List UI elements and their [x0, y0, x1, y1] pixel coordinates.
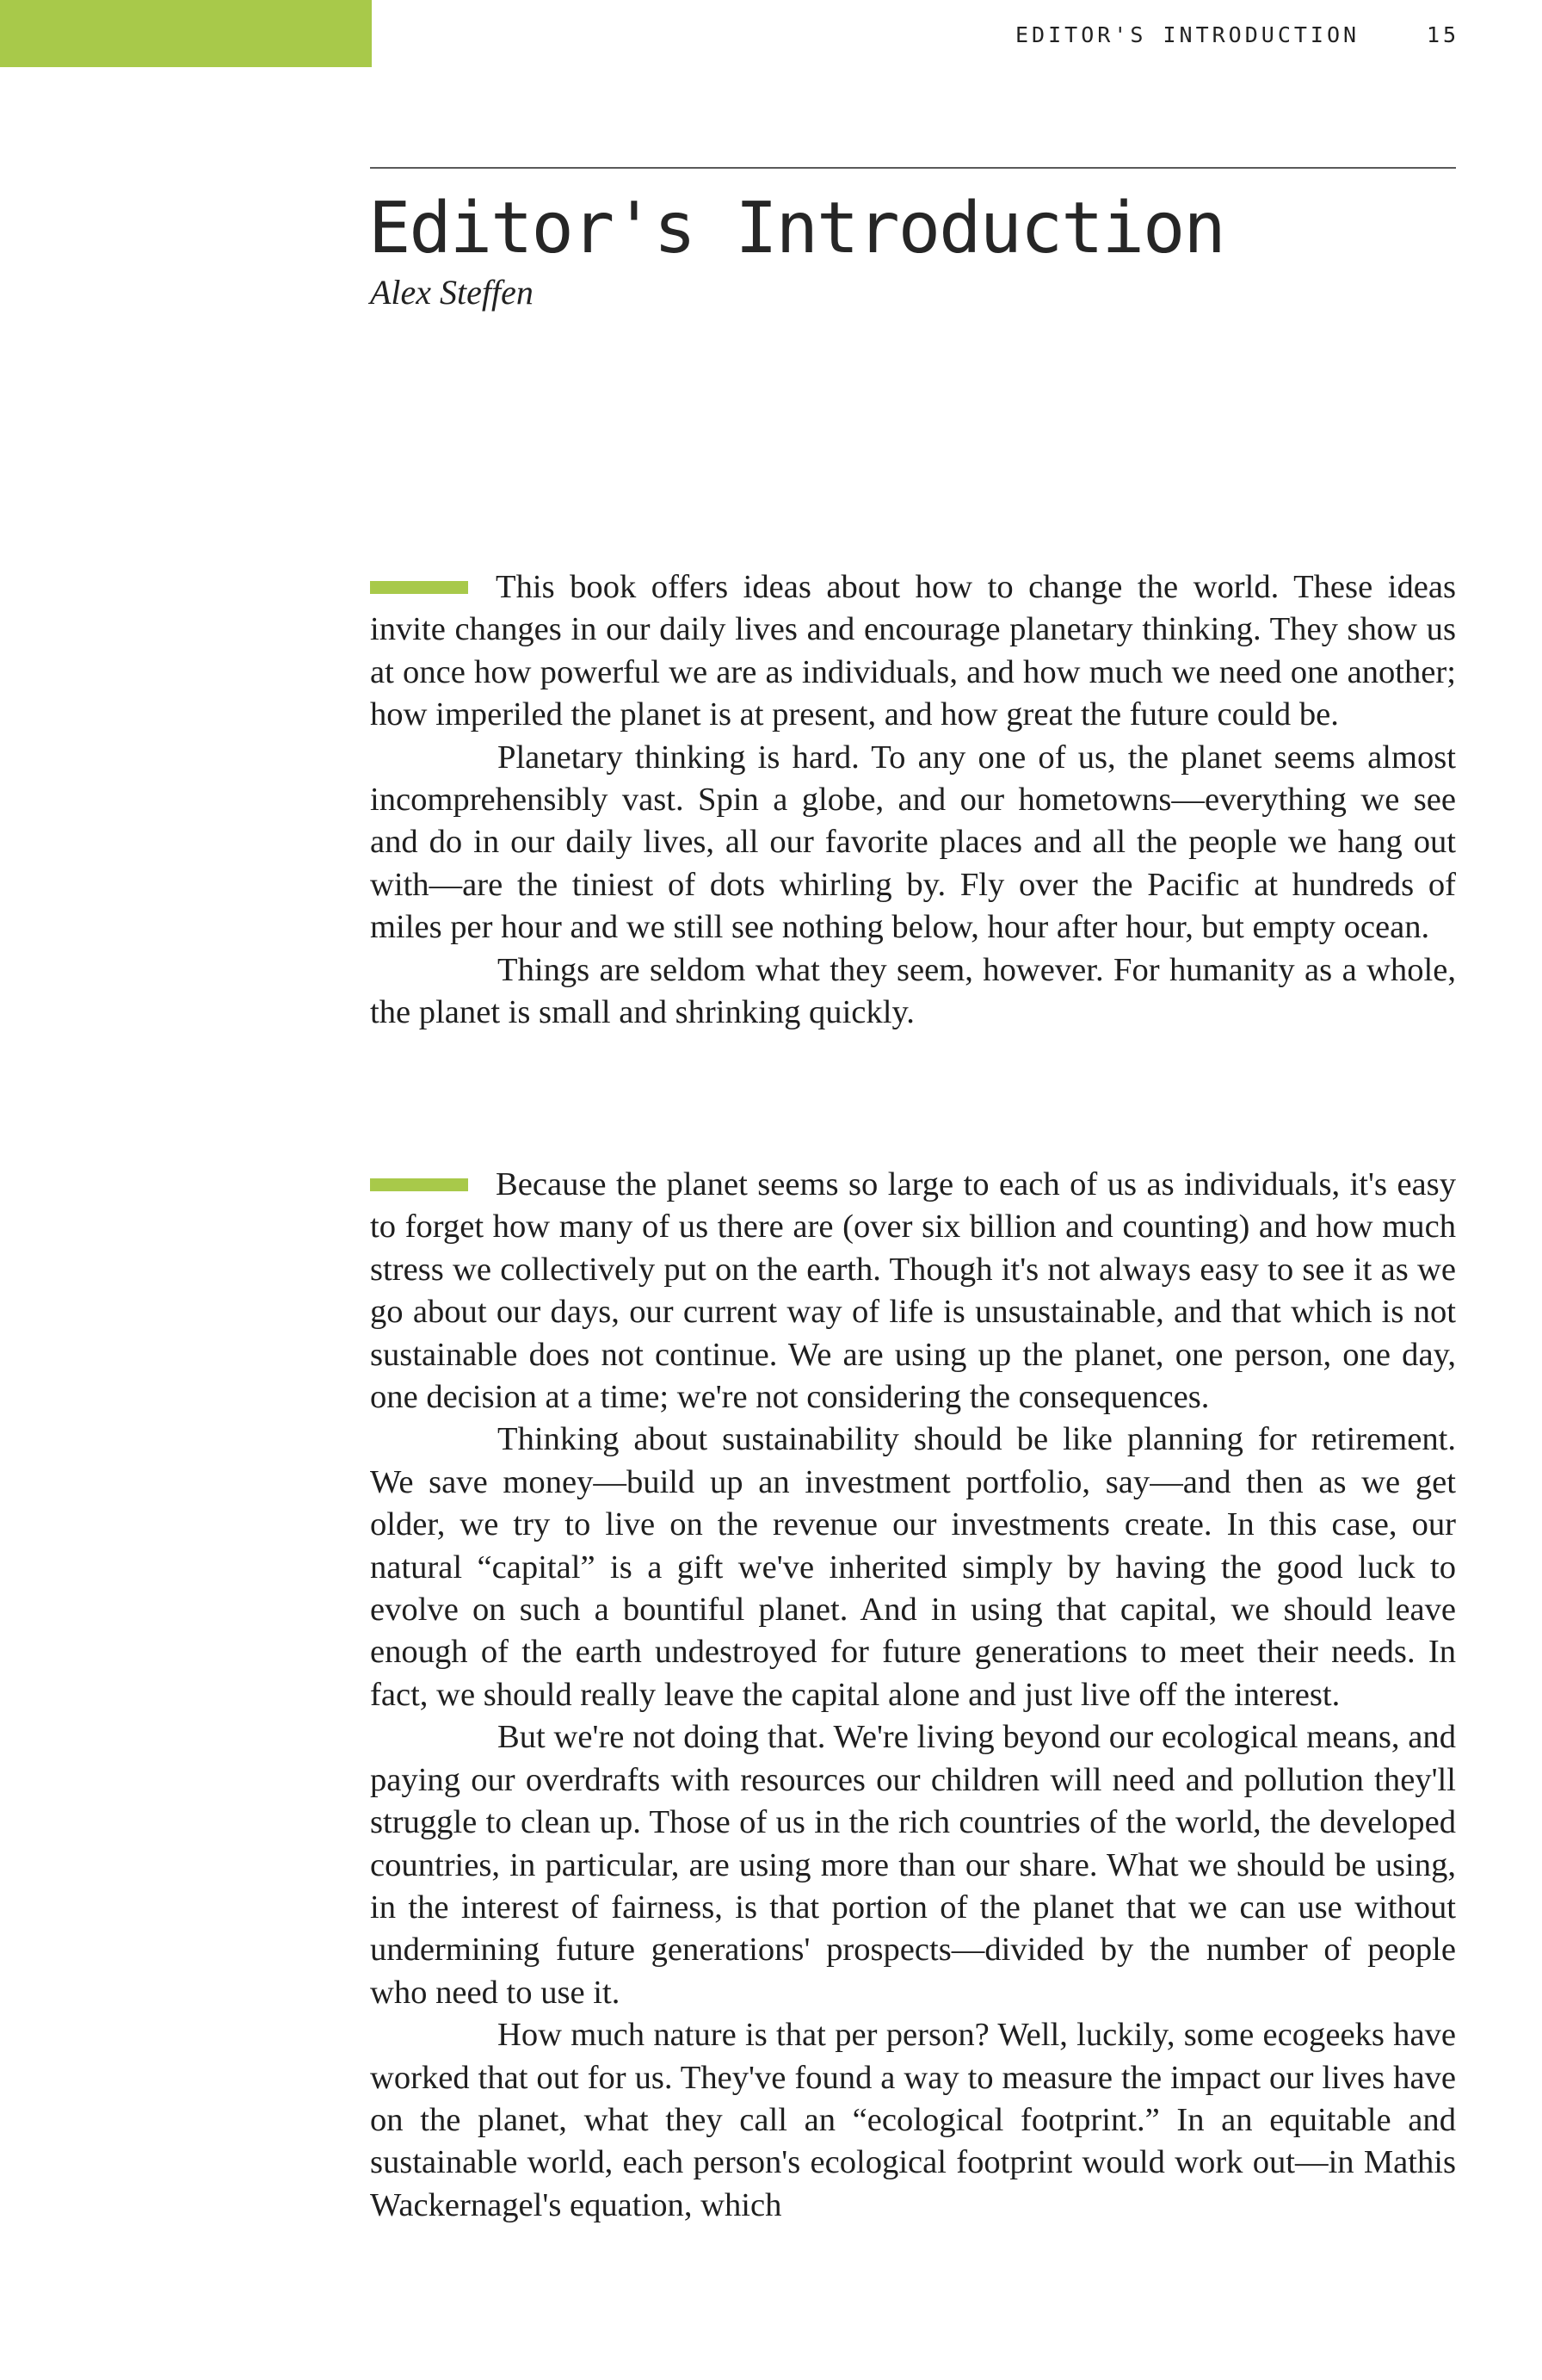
paragraph [370, 1164, 1456, 1419]
running-header [1015, 22, 1463, 47]
paragraph-text: Because the planet seems so large to each of us as individuals, it's easy to forget how many of us there are (over six billion and counting) and how much stress we collectively put on the earth. Though it's not always easy to see it as we go about our days, our current way of life is unsustainable, and that which is not sustainable does not continue. We are using up the planet, one person, one day, one decision at a time; we're not considering the consequences. [370, 1166, 1456, 1416]
chapter-title: Editor's Introduction [368, 188, 1224, 269]
corner-accent-tab [0, 0, 372, 67]
title-divider [370, 167, 1456, 169]
paragraph: How much nature is that per person? Well, luckily, some ecogeeks have worked that out for us. They've found a way to measure the impact our lives have on the planet, what they call an “ecological footprint.” In an equitable and sustainable world, each person's ecological footprint would work out—in Mathis Wackernagel's equation, which [370, 2017, 1456, 2223]
section-1 [370, 566, 1456, 1034]
paragraph: But we're not doing that. We're living beyond our ecological means, and paying our overdrafts with resources our children will need and pollution they'll struggle to clean up. Those of us in the rich countries of the world, the developed countries, in particular, are using more than our share. What we should be using, in the interest of fairness, is that portion of the planet that we can use without undermining future generations' prospects—divided by the number of people who need to use it. [370, 1719, 1456, 2011]
page-number: 15 [1427, 22, 1460, 47]
paragraph: Planetary thinking is hard. To any one of us, the planet seems almost incomprehensibly vast. Spin a globe, and our hometowns—everything we see and do in our daily lives, all our favorite places and all the people we hang out with—are the tiniest of dots whirling by. Fly over the Pacific at hundreds of miles per hour and we still see nothing below, hour after hour, but empty ocean. [370, 739, 1456, 946]
running-header-title: EDITOR'S INTRODUCTION [1015, 22, 1360, 47]
paragraph: Thinking about sustainability should be like planning for retirement. We save money—build up an investment portfolio, say—and then as we get older, we try to live on the revenue our investments create. In this case, our natural “capital” is a gift we've inherited simply by having the good luck to evolve on such a bountiful planet. And in using that capital, we should leave enough of the earth undestroyed for future generations to meet their needs. In fact, we should really leave the capital alone and just live off the interest. [370, 1421, 1456, 1713]
paragraph: Things are seldom what they seem, however. For humanity as a whole, the planet is small and shrinking quickly. [370, 951, 1456, 1031]
paragraph [370, 566, 1456, 737]
section-marker [370, 581, 468, 594]
chapter-author: Alex Steffen [370, 273, 534, 312]
section-2 [370, 1164, 1456, 2227]
section-marker [370, 1178, 468, 1191]
paragraph-text: This book offers ideas about how to change the world. These ideas invite changes in our daily lives and encourage planetary thinking. They show us at once how powerful we are as individuals, and how much we need one another; how imperiled the planet is at present, and how great the future could be. [370, 569, 1456, 733]
